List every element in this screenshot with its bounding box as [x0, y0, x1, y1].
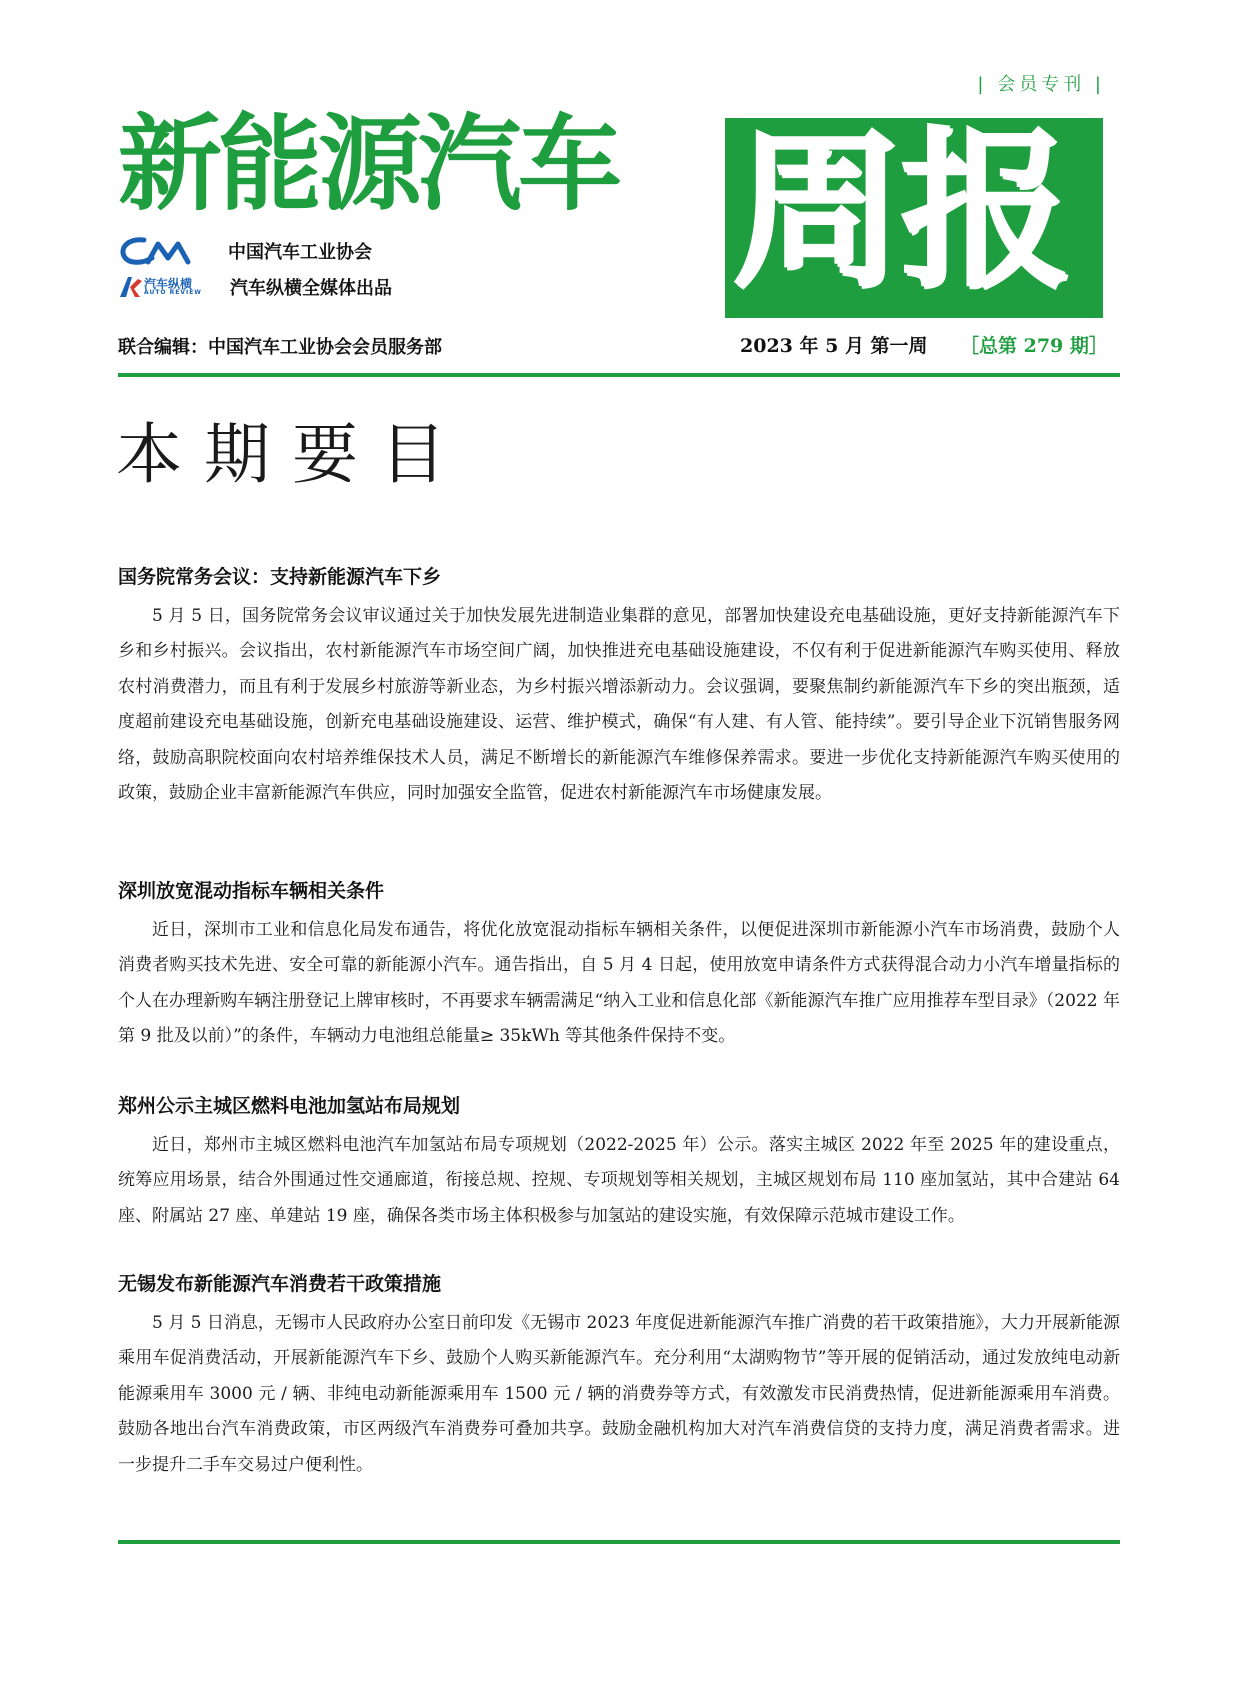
auto-review-logo — [118, 275, 222, 299]
auto-review-org-row — [118, 274, 392, 300]
article-body: 5 月 5 日消息，无锡市人民政府办公室日前印发《无锡市 2023 年度促进新能源汽车推广消费的若干政策措施》，大力开展新能源乘用车促消费活动，开展新能源汽车下乡、鼓励个人购买新能源汽车。充分利用“太湖购物节”等开展的促销活动，通过发放纯电动新能源乘用车 3000 元 / 辆、非纯电动新能源乘用车 1500 元 / 辆的消费券等方式，有效激发市民消费热情，促进新能源乘用车消费。鼓励各地出台汽车消费政策，市区两级汽车消费券可叠加共享。鼓励金融机构加大对汽车消费信贷的支持力度，满足消费者需求。进一步提升二手车交易过户便利性。 — [118, 1313, 1120, 1475]
article-4 — [118, 1270, 1120, 1483]
joint-editor-line: 联合编辑：中国汽车工业协会会员服务部 — [118, 337, 442, 358]
weekly-badge-text: 周报 — [731, 108, 1067, 311]
footer-divider — [118, 1540, 1120, 1544]
auto-review-logo-cn: 汽车纵横 — [144, 277, 193, 291]
caam-name: 中国汽车工业协会 — [228, 242, 372, 263]
auto-review-mark-icon — [118, 275, 144, 299]
issue-date: 2023 年 5 月 第一周 — [740, 335, 928, 357]
article-1 — [118, 563, 1120, 811]
caam-logo-icon — [118, 236, 198, 266]
article-title: 国务院常务会议：支持新能源汽车下乡 — [118, 566, 442, 588]
article-title: 深圳放宽混动指标车辆相关条件 — [118, 880, 385, 902]
issue-number: ［总第 279 期］ — [960, 335, 1108, 357]
article-body: 近日，郑州市主城区燃料电池汽车加氢站布局专项规划（2022-2025 年）公示。落实主城区 2022 年至 2025 年的建设重点，统筹应用场景，结合外围通过性交通廊道，衔接总规、控规、专项规划等相关规划，主城区规划布局 110 座加氢站，其中合建站 64 座、附属站 27 座、单建站 19 座，确保各类市场主体积极参与加氢站的建设实施，有效保障示范城市建设工作。 — [118, 1135, 1120, 1226]
header-divider — [118, 373, 1120, 377]
article-2 — [118, 877, 1120, 1055]
masthead-title: 新能源汽车 — [118, 103, 619, 225]
article-title: 郑州公示主城区燃料电池加氢站布局规划 — [118, 1095, 461, 1117]
article-title: 无锡发布新能源汽车消费若干政策措施 — [118, 1273, 442, 1295]
toc-heading: 本期要目 — [116, 416, 468, 493]
auto-review-credit: 汽车纵横全媒体出品 — [230, 278, 392, 299]
auto-review-logo-en: AUTO REVIEW — [144, 289, 202, 296]
caam-org-row — [118, 236, 372, 266]
weekly-badge — [725, 108, 1103, 318]
member-edition-tag: | 会员专刊 | — [977, 74, 1105, 95]
article-3 — [118, 1092, 1120, 1234]
article-body: 近日，深圳市工业和信息化局发布通告，将优化放宽混动指标车辆相关条件，以便促进深圳市新能源小汽车市场消费，鼓励个人消费者购买技术先进、安全可靠的新能源小汽车。通告指出，自 5 月 4 日起，使用放宽申请条件方式获得混合动力小汽车增量指标的个人在办理新购车辆注册登记上牌审核时，不再要求车辆需满足“纳入工业和信息化部《新能源汽车推广应用推荐车型目录》（2022 年第 9 批及以前）”的条件，车辆动力电池组总能量≥ 35kWh 等其他条件保持不变。 — [118, 920, 1120, 1047]
article-body: 5 月 5 日，国务院常务会议审议通过关于加快发展先进制造业集群的意见，部署加快建设充电基础设施，更好支持新能源汽车下乡和乡村振兴。会议指出，农村新能源汽车市场空间广阔，加快推进充电基础设施建设，不仅有利于促进新能源汽车购买使用、释放农村消费潜力，而且有利于发展乡村旅游等新业态，为乡村振兴增添新动力。会议强调，要聚焦制约新能源汽车下乡的突出瓶颈，适度超前建设充电基础设施，创新充电基础设施建设、运营、维护模式，确保“有人建、有人管、能持续”。要引导企业下沉销售服务网络，鼓励高职院校面向农村培养维保技术人员，满足不断增长的新能源汽车维修保养需求。要进一步优化支持新能源汽车购买使用的政策，鼓励企业丰富新能源汽车供应，同时加强安全监管，促进农村新能源汽车市场健康发展。 — [118, 606, 1120, 804]
